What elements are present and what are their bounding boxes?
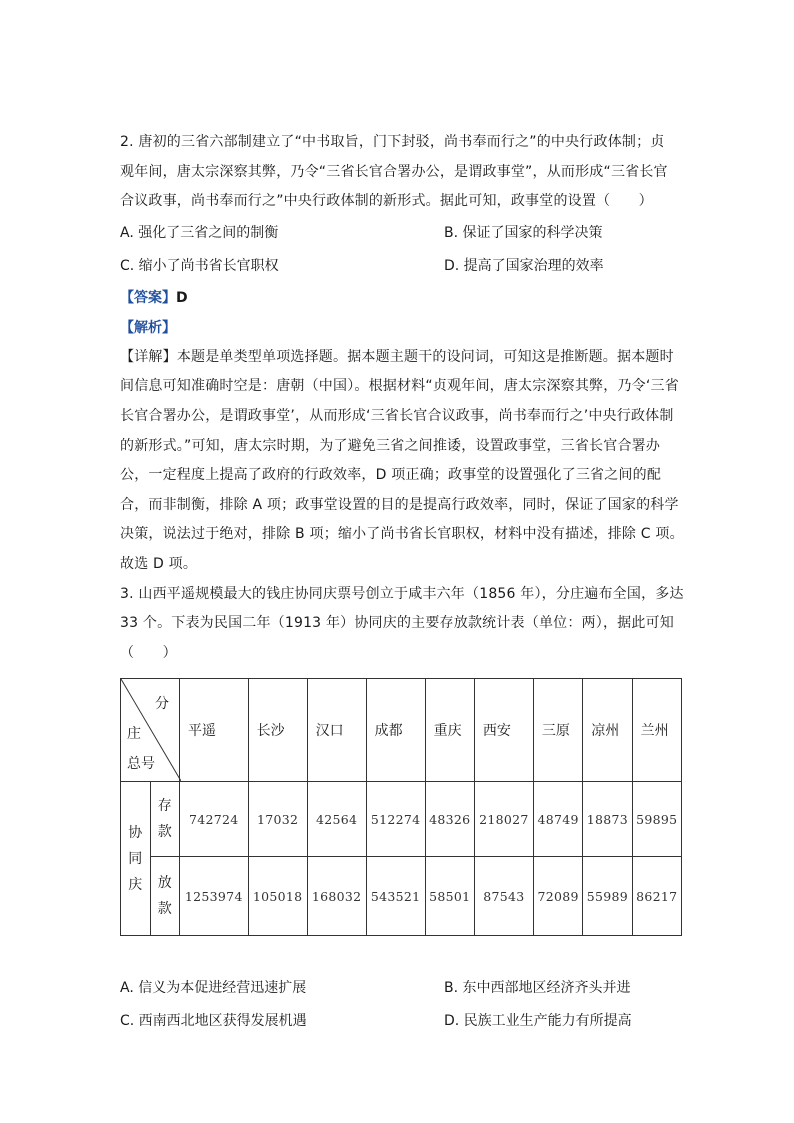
q3-option-d[interactable]: D. 民族工业生产能力有所提高 [444,1013,632,1030]
q2-analysis-heading [120,313,683,343]
q2-answer [120,283,683,313]
row-label-char: 款 [157,901,172,918]
row-label-char: 款 [157,824,172,841]
table-row [121,782,682,857]
table-cell: 87543 [474,857,533,936]
q2-detail-line: 合，而非制衡，排除 A 项；政事堂设置的目的是提高行政效率，同时，保证了国家的科学 [120,496,679,513]
diag-label-mid: 庄 [127,726,141,743]
q2-detail-line [120,343,683,373]
table-cell: 18873 [583,782,632,857]
q2-option-b[interactable]: B. 保证了国家的科学决策 [444,224,603,241]
q3-stem-line: （ ） [120,644,177,661]
detail-tag: 【详解】 [120,348,177,365]
table-cell: 543521 [366,857,425,936]
question-2 [120,128,683,580]
q2-detail-line: 间信息可知准确时空是：唐朝（中国）。根据材料“贞观年间，唐太宗深察其弊，乃令‘三省 [120,378,679,395]
table-header-cell: 汉口 [307,679,366,782]
question-3 [120,580,683,1039]
q2-detail-line: 决策，说法过于绝对，排除 B 项；缩小了尚书省长官职权，材料中没有描述，排除 C 项。 [120,526,684,543]
answer-tag: 【答案】 [120,289,176,306]
table-header-row [121,679,682,782]
q3-option-b[interactable]: B. 东中西部地区经济齐头并进 [444,980,631,997]
q3-options-row [120,1005,683,1038]
table-header-cell: 平遥 [180,679,249,782]
table-row [121,857,682,936]
row-label-char: 存 [157,798,172,815]
answer-value: D [176,289,188,306]
row-label-char: 放 [157,875,172,892]
table-cell: 72089 [533,857,582,936]
q3-option-c[interactable]: C. 西南西北地区获得发展机遇 [120,1013,307,1030]
diag-label-top: 分 [155,696,169,713]
table-diagonal-header [121,679,180,782]
table-cell: 105018 [248,857,307,936]
q2-option-a[interactable]: A. 强化了三省之间的制衡 [120,224,279,241]
q2-detail-line: 的新形式。”可知，唐太宗时期，为了避免三省之间推诿，设置政事堂，三省长官合署办 [120,437,661,454]
q2-option-d[interactable]: D. 提高了国家治理的效率 [444,257,604,274]
q2-options-row [120,217,683,250]
table-cell: 86217 [632,857,681,936]
table-header-cell: 长沙 [248,679,307,782]
table-cell: 55989 [583,857,632,936]
table-header-cell: 西安 [474,679,533,782]
q2-stem-line: 观年间，唐太宗深察其弊，乃令“三省长官合署办公，是谓政事堂”，从而形成“三省长官 [120,163,668,180]
q2-detail-line: 公，一定程度上提高了政府的行政效率，D 项正确；政事堂的设置强化了三省之间的配 [120,467,662,484]
table-header-cell: 三原 [533,679,582,782]
group-label-char: 协 [128,824,143,841]
row-label-cell [150,782,180,857]
q2-detail-line: 故选 D 项。 [120,555,198,572]
table-cell: 1253974 [180,857,249,936]
group-label-cell [121,782,151,936]
table-cell: 17032 [248,782,307,857]
group-label-char: 同 [128,850,143,867]
table-header-cell: 成都 [366,679,425,782]
table-cell: 42564 [307,782,366,857]
q2-option-c[interactable]: C. 缩小了尚书省长官职权 [120,257,279,274]
document-body [120,128,683,1038]
table-cell: 48749 [533,782,582,857]
table-cell: 512274 [366,782,425,857]
q3-stem-line: 33 个。下表为民国二年（1913 年）协同庆的主要存放款统计表（单位：两），据此可知 [120,615,674,632]
diag-label-bottom: 总号 [127,756,155,773]
analysis-tag: 【解析】 [120,319,176,336]
table-cell: 48326 [425,782,474,857]
q3-stem-line: 3. 山西平遥规模最大的钱庄协同庆票号创立于咸丰六年（1856 年），分庄遍布全国，多达 [120,585,684,602]
deposit-loan-table [120,678,682,936]
detail-text: 本题是单类型单项选择题。据本题主题干的设问词，可知这是推断题。据本题时 [176,348,674,365]
table-cell: 59895 [632,782,681,857]
q3-options-row [120,972,683,1005]
table-cell: 168032 [307,857,366,936]
table-cell: 742724 [180,782,249,857]
q2-detail-line: 长官合署办公，是谓政事堂’，从而形成‘三省长官合议政事，尚书奉而行之’中央行政体制 [120,407,674,424]
table-header-cell: 重庆 [425,679,474,782]
row-label-cell [150,857,180,936]
q3-option-a[interactable]: A. 信义为本促进经营迅速扩展 [120,980,307,997]
table-cell: 218027 [474,782,533,857]
table-cell: 58501 [425,857,474,936]
q2-stem-line: 合议政事，尚书奉而行之”中央行政体制的新形式。据此可知，政事堂的设置（ ） [120,193,653,210]
table-header-cell: 凉州 [583,679,632,782]
table-header-cell: 兰州 [632,679,681,782]
q2-stem-line: 2. 唐初的三省六部制建立了“中书取旨，门下封驳，尚书奉而行之”的中央行政体制；贞 [120,134,665,150]
q2-options-row [120,250,683,283]
group-label-char: 庆 [128,876,143,893]
